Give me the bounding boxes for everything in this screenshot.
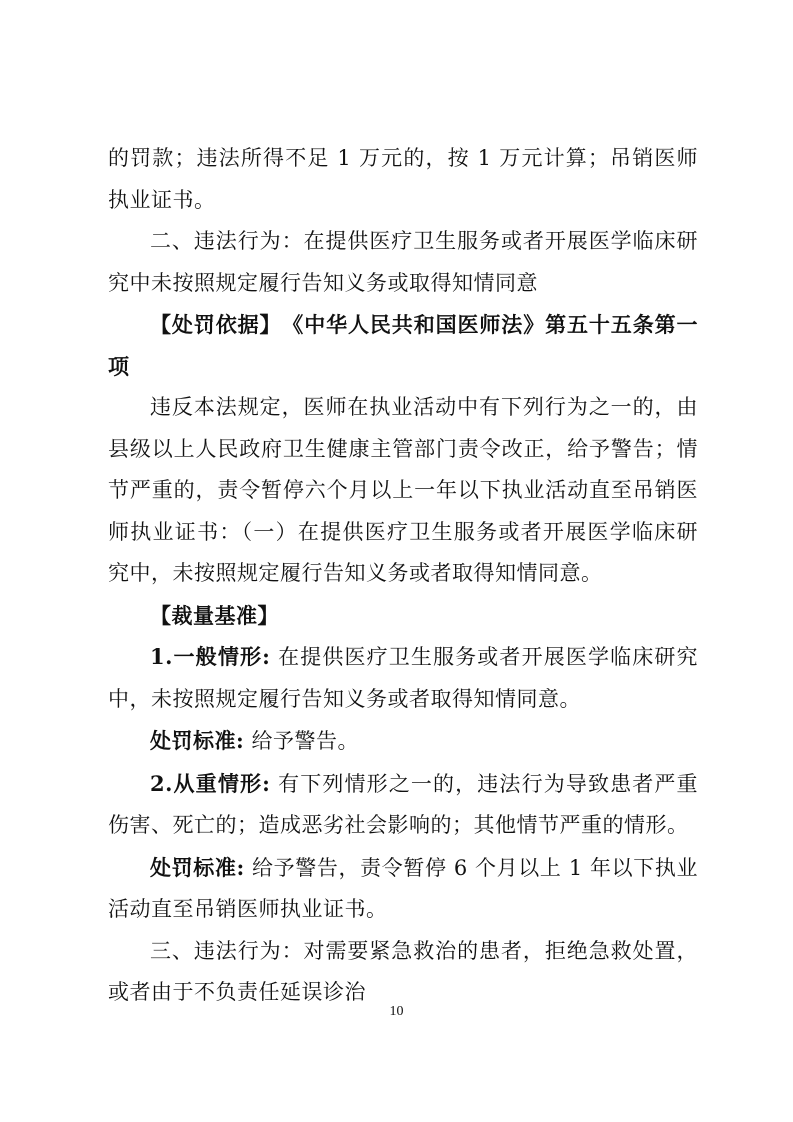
penalty-basis-heading: 【处罚依据】 《中华人民共和国医师法》第五十五条第一项 — [108, 312, 698, 379]
aggravated-penalty-text: 给予警告，责令暂停 6 个月以上 1 年以下执业活动直至吊销医师执业证书。 — [108, 855, 698, 921]
aggravated-case-text: 有下列情形之一的，违法行为导致患者严重伤害、死亡的；造成恶劣社会影响的；其他情节严重的情形。 — [108, 771, 698, 837]
document-body — [108, 138, 698, 1014]
general-case-label: 1.一般情形: — [150, 644, 271, 669]
general-penalty-label: 处罚标准: — [150, 728, 245, 753]
general-case-text: 在提供医疗卫生服务或者开展医学临床研究中，未按照规定履行告知义务或者取得知情同意。 — [108, 645, 698, 711]
paragraph-penalty-continuation: 的罚款；违法所得不足 1 万元的，按 1 万元计算；吊销医师执业证书。 — [108, 146, 698, 212]
aggravated-penalty-label: 处罚标准: — [150, 854, 245, 880]
section-heading-violation-3: 三、违法行为：对需要紧急救治的患者，拒绝急救处置，或者由于不负责任延误诊治 — [108, 938, 698, 1004]
page-number: 10 — [389, 1004, 404, 1019]
paragraph-general-case — [108, 636, 698, 720]
paragraph-general-penalty — [108, 720, 698, 763]
discretion-standard-heading: 【裁量基准】 — [150, 602, 279, 628]
aggravated-case-label: 2.从重情形: — [150, 770, 271, 796]
paragraph-legal-provision: 违反本法规定，医师在执业活动中有下列行为之一的，由县级以上人民政府卫生健康主管部门责令改正，给予警告；情节严重的，责令暂停六个月以上一年以下执业活动直至吊销医师执业证书：（一）在提供医疗卫生服务或者开展医学临床研究中，未按照规定履行告知义务或者取得知情同意。 — [108, 395, 698, 585]
section-heading-violation-2: 二、违法行为：在提供医疗卫生服务或者开展医学临床研究中未按照规定履行告知义务或取得知情同意 — [108, 229, 698, 295]
paragraph-aggravated-penalty — [108, 847, 698, 931]
general-penalty-text: 给予警告。 — [244, 729, 359, 753]
paragraph-aggravated-case — [108, 763, 698, 847]
